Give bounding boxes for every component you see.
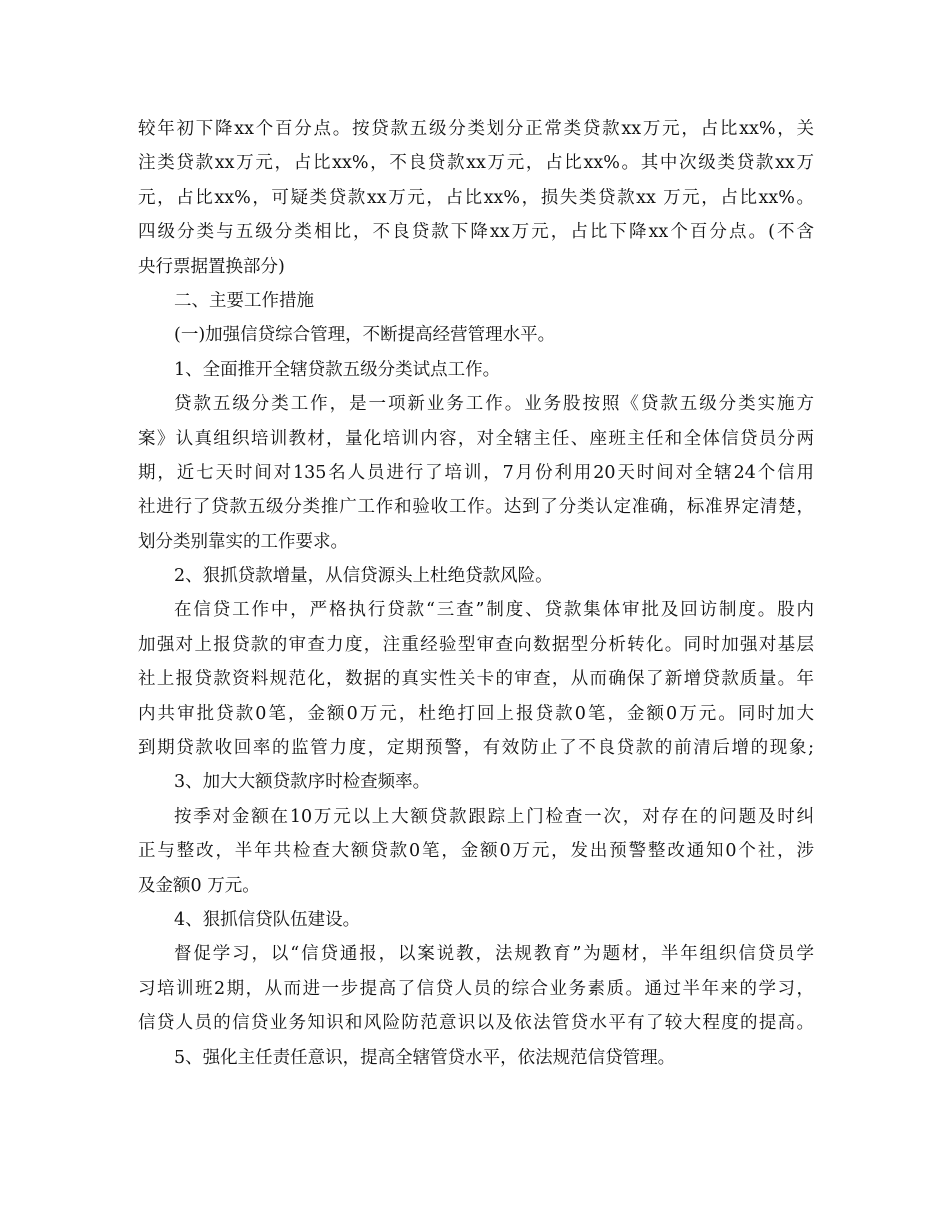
text-line: 内共审批贷款0笔，金额0万元，杜绝打回上报贷款0笔，金额0万元。同时加大 [138, 703, 814, 724]
text-line: 贷款五级分类工作，是一项新业务工作。业务股按照《贷款五级分类实施方 [174, 394, 814, 415]
text-line: 案》认真组织培训教材，量化培训内容，对全辖主任、座班主任和全体信贷员分两 [138, 428, 814, 449]
item-heading: 3、加大大额贷款序时检查频率。 [174, 772, 431, 793]
text-line: 四级分类与五级分类相比，不良贷款下降xx万元，占比下降xx个百分点。(不含 [138, 222, 814, 243]
text-line: 较年初下降xx个百分点。按贷款五级分类划分正常类贷款xx万元，占比xx%，关 [138, 119, 814, 139]
text-line: 及金额0 万元。 [138, 875, 260, 896]
text-line: 社进行了贷款五级分类推广工作和验收工作。达到了分类认定准确，标准界定清楚， [138, 497, 814, 518]
text-line: 期，近七天时间对135名人员进行了培训，7月份利用20天时间对全辖24个信用 [138, 462, 814, 483]
document-body [138, 112, 814, 1075]
item-heading: 1、全面推开全辖贷款五级分类试点工作。 [174, 359, 501, 380]
item-heading: 5、强化主任责任意识，提高全辖管贷水平，依法规范信贷管理。 [174, 1047, 676, 1068]
item-heading: 2、狠抓贷款增量，从信贷源头上杜绝贷款风险。 [174, 566, 553, 587]
text-line: 信贷人员的信贷业务知识和风险防范意识以及依法管贷水平有了较大程度的提高。 [138, 1013, 814, 1034]
text-line: 加强对上报贷款的审查力度，注重经验型审查向数据型分析转化。同时加强对基层 [138, 634, 814, 655]
text-line: 元，占比xx%，可疑类贷款xx万元，占比xx%，损失类贷款xx 万元，占比xx%。 [138, 187, 814, 208]
text-line: 习培训班2期，从而进一步提高了信贷人员的综合业务素质。通过半年来的学习， [138, 978, 814, 999]
subsection-heading: (一)加强信贷综合管理，不断提高经营管理水平。 [174, 325, 556, 346]
text-line: 按季对金额在10万元以上大额贷款跟踪上门检查一次，对存在的问题及时纠 [174, 806, 814, 827]
item-heading: 4、狠抓信贷队伍建设。 [174, 909, 361, 930]
section-heading: 二、主要工作措施 [174, 290, 314, 311]
text-line: 划分类别靠实的工作要求。 [138, 531, 348, 552]
text-line: 在信贷工作中，严格执行贷款“三查”制度、贷款集体审批及回访制度。股内 [174, 600, 814, 621]
text-line: 央行票据置换部分) [138, 256, 285, 277]
text-line: 注类贷款xx万元，占比xx%，不良贷款xx万元，占比xx%。其中次级类贷款xx万 [138, 153, 814, 174]
text-line: 到期贷款收回率的监管力度，定期预警，有效防止了不良贷款的前清后增的现象; [138, 738, 814, 759]
text-line: 督促学习，以“信贷通报，以案说教，法规教育”为题材，半年组织信贷员学 [174, 944, 814, 965]
text-line: 社上报贷款资料规范化，数据的真实性关卡的审查，从而确保了新增贷款质量。年 [138, 669, 814, 690]
text-line: 正与整改，半年共检查大额贷款0笔，金额0万元，发出预警整改通知0个社，涉 [138, 841, 814, 862]
